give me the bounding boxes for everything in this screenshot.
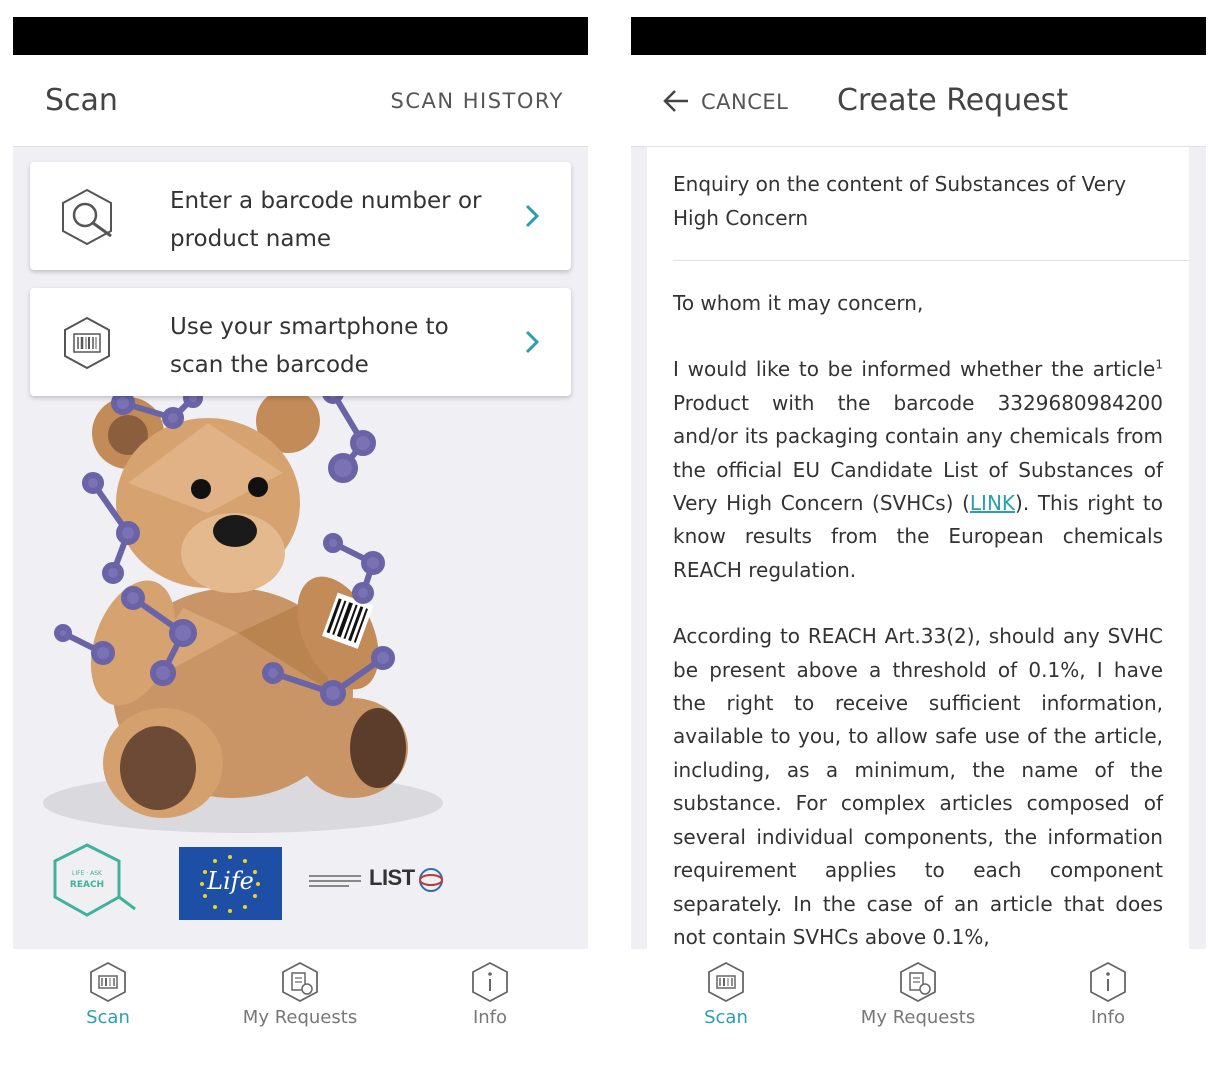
nav-info[interactable]	[415, 961, 565, 1041]
list-logo	[307, 863, 447, 897]
nav-scan[interactable]	[33, 961, 183, 1041]
svg-text:REACH: REACH	[69, 880, 105, 890]
nav-my-requests-label: My Requests	[860, 1007, 976, 1028]
partner-logos	[13, 841, 588, 941]
cancel-button[interactable]: CANCEL	[701, 90, 789, 114]
info-icon	[1088, 961, 1128, 1003]
scan-icon	[88, 961, 128, 1003]
info-icon	[470, 961, 510, 1003]
chevron-right-icon	[523, 202, 541, 230]
request-letter-panel[interactable]	[647, 147, 1189, 949]
scan-icon	[706, 961, 746, 1003]
svhc-list-link[interactable]: LINK	[969, 491, 1016, 516]
request-subject[interactable]: Enquiry on the content of Substances of Very High Concern	[673, 172, 1127, 230]
requests-icon	[280, 961, 320, 1003]
teddy-bear-illustration	[33, 393, 453, 843]
request-body	[631, 147, 1206, 949]
nav-scan[interactable]	[651, 961, 801, 1041]
scan-barcode-label: Use your smartphone to scan the barcode	[170, 314, 449, 378]
scan-history-button[interactable]: SCAN HISTORY	[390, 89, 564, 113]
requests-icon	[898, 961, 938, 1003]
barcode-search-label: Enter a barcode number or product name	[170, 188, 482, 252]
request-letter-body[interactable]	[673, 287, 1163, 949]
life-logo-text: Life	[207, 867, 254, 895]
nav-my-requests[interactable]	[225, 961, 375, 1041]
bottom-navigation	[13, 949, 588, 1067]
nav-info-label: Info	[472, 1007, 508, 1028]
magnifier-hex-icon	[56, 186, 118, 248]
create-request-screen	[631, 17, 1206, 1067]
divider	[673, 260, 1189, 261]
letter-greeting: To whom it may concern,	[673, 291, 924, 315]
nav-scan-label: Scan	[86, 1007, 130, 1028]
barcode-hex-icon	[56, 312, 118, 374]
list-logo-text: LIST	[369, 865, 415, 890]
nav-my-requests[interactable]	[843, 961, 993, 1041]
chevron-right-icon	[523, 328, 541, 356]
app-bar	[13, 55, 588, 147]
scan-screen	[13, 17, 588, 1067]
scan-barcode-card[interactable]	[30, 288, 571, 396]
letter-paragraph-2: According to REACH Art.33(2), should any SVHC be present above a threshold of 0.1%, I have the right to receive sufficient information, available to you, to allow safe use of the article, including, as a minimum, the name of the substance. For complex articles composed of several individual components, the information requirement applies to each component separately. In the case of an article that does not contain SVHCs above 0.1%,	[673, 624, 1163, 949]
ask-reach-logo	[47, 841, 137, 921]
svg-text:LIFE · ASK: LIFE · ASK	[72, 870, 102, 877]
bottom-navigation	[631, 949, 1206, 1067]
status-bar	[13, 17, 588, 55]
barcode-search-card[interactable]	[30, 162, 571, 270]
letter-paragraph-1: I would like to be informed whether the article$^1$ Product with the barcode 3329680984200 and/or its packaging contain any chemicals from the official EU Candidate List of Substances of Very High Concern (SVHCs) (LINK). This right to know results from the European chemicals REACH regulation.	[673, 357, 1164, 582]
eu-life-logo	[179, 847, 282, 920]
app-bar	[631, 55, 1206, 147]
status-bar	[631, 17, 1206, 55]
page-title: Scan	[45, 83, 118, 118]
page-title: Create Request	[837, 83, 1069, 118]
nav-scan-label: Scan	[704, 1007, 748, 1028]
nav-info-label: Info	[1090, 1007, 1126, 1028]
back-arrow-icon[interactable]	[661, 86, 691, 116]
nav-my-requests-label: My Requests	[242, 1007, 358, 1028]
nav-info[interactable]	[1033, 961, 1183, 1041]
footnote-marker: 1	[1155, 357, 1163, 372]
scan-body	[13, 147, 588, 949]
